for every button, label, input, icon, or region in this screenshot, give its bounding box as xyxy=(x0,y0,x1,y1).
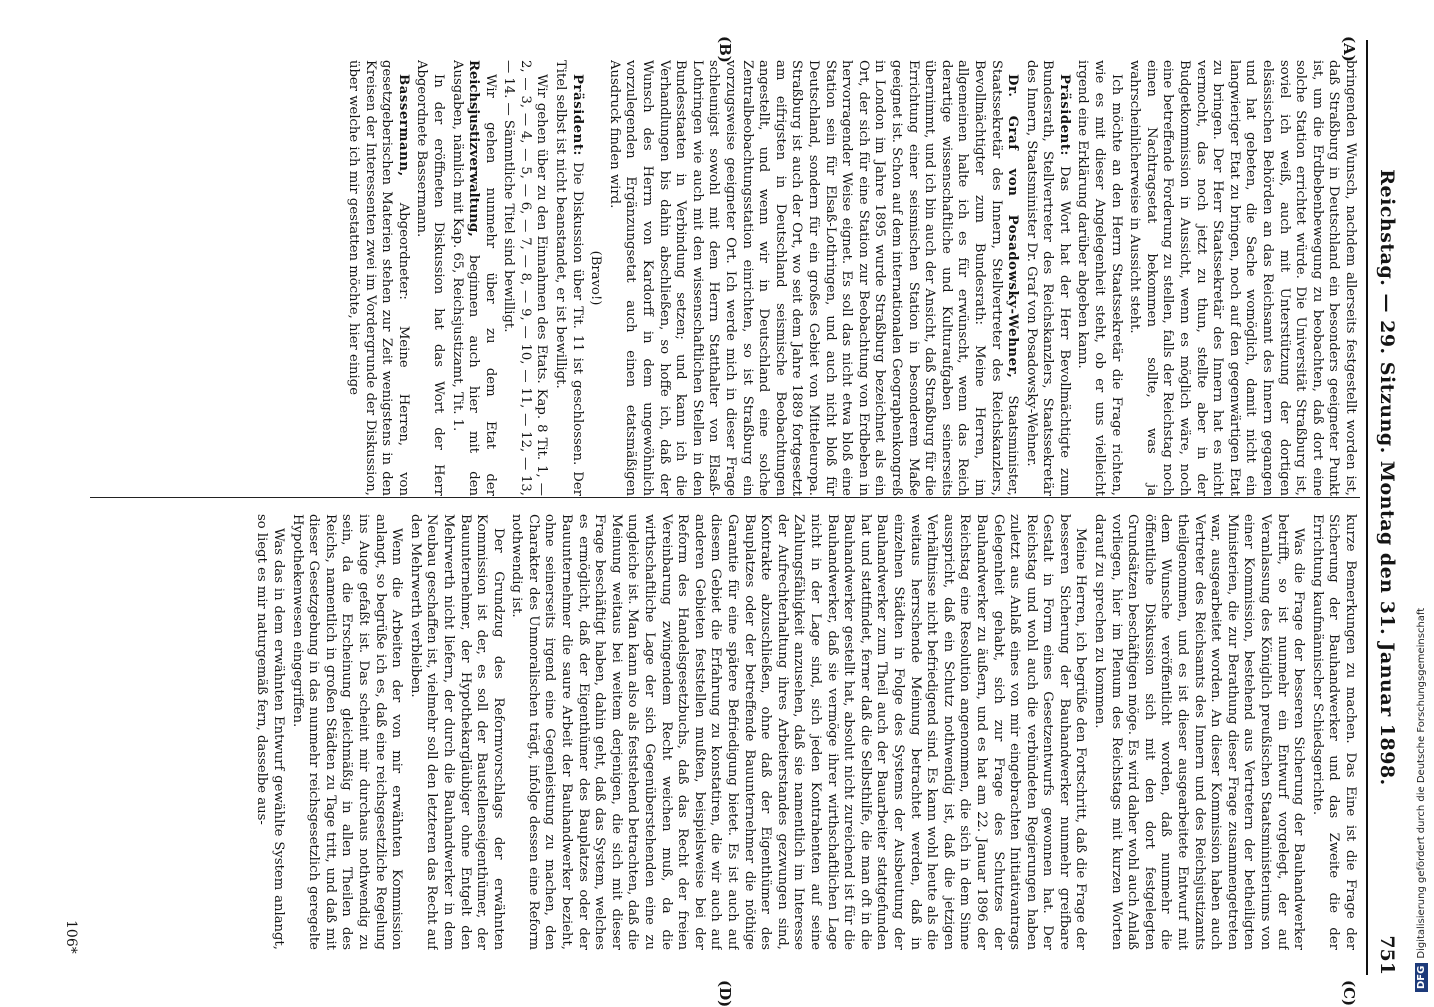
margin-marker-c: (C) xyxy=(1340,980,1358,1007)
speaker-name: Präsident: xyxy=(1056,74,1072,157)
footer-text: Digitalisierung gefördert durch die Deutsche Forschungsgemeinschaft xyxy=(1416,607,1427,959)
speech-text: Wir gehen nunmehr über zu dem Etat der xyxy=(482,74,498,496)
margin-marker-d: (D) xyxy=(716,980,734,1007)
speech-text: Die Diskussion über Tit. 11 ist geschlossen. Der Titel selbst ist nicht beanstandet, er ist bewilligt. xyxy=(553,60,585,496)
right-column xyxy=(98,514,1358,950)
margin-marker-b: (B) xyxy=(716,36,734,63)
paragraph: Der Grundzug des Reformvorschlags der erwähnten Kommission ist der, es soll der Baustellenseigenthümer, der Bauunternehmer, der Hypothekargläubiger ohne Entgelt den Mehrwerth nicht liefern, der durch die Bauhandwerker in dem Neubau geschaffen ist, vielmehr soll den letzteren das Recht auf den Mehrwerth verbleiben. xyxy=(407,514,506,950)
paragraph: kurze Bemerkungen zu machen. Das Eine ist die Frage der Sicherung der Bauhandwerker und das Zweite die der Errichtung kaufmännischer Schiedsgerichte. xyxy=(1309,514,1358,950)
page-title: Reichstag. — 29. Sitzung. Montag den 31. Januar 1898. xyxy=(1376,169,1398,786)
column-divider xyxy=(90,497,1360,498)
footer-credit xyxy=(1412,0,1432,1000)
speech-text: Staatsminister, Staatssekretär des Innern, Stellvertreter des Reichskanzlers, Bevollmächtigter zum Bundesrath: Meine Herren, im allgemeinen halte ich es für erwünscht, wenn das Reich derartige wissenschaftliche und Kulturaufgaben seinerseits übernimmt, und ich bin auch der Ansicht, daß Straßburg für die Errichtung einer seismischen Station in besonderem Maße geeignet ist. Schon auf dem internationalen Geographenkongreß in London im Jahre 1895 wurde Straßburg bezeichnet als ein Ort, der sich für eine Station zur Beobachtung von Erdbeben in hervorragender Weise eignet. Es soll das nicht etwa bloß eine Station sein für Elsaß-Lothringen, und auch nicht bloß für Deutschland, sondern für ein großes Gebiet von Mitteleuropa. Straßburg ist auch der Ort, wo seit dem Jahre 1889 fortgesetzt am eifrigsten in Deutschland seismische Beobachtungen angestellt, und wenn wir in Deutschland eine solche Zentralbeobachtungsstation einrichten, so ist Straßburg ein vorzugsweise geeigneter Ort. Ich werde mich in dieser Frage schleunigst sowohl mit dem Herrn Statthalter von Elsaß-Lothringen wie auch mit den wissenschaftlichen Stellen in den Bundesstaaten in Verbindung setzen; und kann ich die Verhandlungen bis dahin abschließen, so hoffe ich, daß der Wunsch des Herrn von Kardorff in dem ungewöhnlich vorzulegenden Ergänzungsetat auch einen etatsmäßigen Ausdruck finden wird. xyxy=(606,60,1021,496)
speaker-name: Präsident: xyxy=(569,74,585,157)
paragraph xyxy=(605,60,1020,496)
paragraph: bringenden Wunsch, nachdem allerseits festgestellt worden ist, daß Straßburg in Deutschland ein besonders geeigneter Punkt ist, um die Erdbebenbewegung zu beobachten, daß dort eine solche Station errichtet würde. Die Universität Straßburg ist, soviel ich weiß, auch mit Unterstützung der dortigen elsässischen Behörden an das Reichsamt des Innern gegangen und hat gebeten, die Sache womöglich, damit nicht ein langwieriger Etat zu bringen, noch auf den gegenwärtigen Etat zu bringen. Der Herr Staatssekretär des Innern hat es nicht vermocht, das noch jetzt zu thun, stellte aber in der Budgetkommission in Aussicht, wenn es möglich wäre, noch eine betreffende Forderung zu stellen, falls der Reichstag noch einen Nachtragsetat bekommen sollte, was ja wahrscheinlicherweise in Aussicht steht. xyxy=(1127,60,1358,496)
paragraph: Meine Herren, ich begrüße den Fortschritt, daß die Frage der besseren Sicherung der Bauhandwerker nunmehr greifbare Gestalt in Form eines Gesetzentwurfs gewonnen hat. Der Reichstag und wohl auch die verbündeten Regierungen haben zuletzt aus Anlaß eines von mir eingebrachten Initiativantrags Gelegenheit gehabt, sich zur Frage des Schutzes der Bauhandwerker zu äußern, und es hat am 22. Januar 1896 der Reichstag eine Resolution angenommen, die sich in dem Sinne ausspricht, daß ein Schutz nothwendig ist, daß die jetzigen Verhältnisse nicht befriedigend sind. Es kann wohl heute als die weitaus herrschende Meinung betrachtet werden, daß in einzelnen Städten in Folge des Systems der Ausbeutung der Bauhandwerker zum Theil auch der Bauarbeiter stattgefunden hat und stattfindet, ferner daß die Selbsthilfe, die man oft in die Bauhandwerker gestellt hat, absolut nicht zureichend ist für die Bauhandwerker, daß sie vermöge ihrer wirthschaftlichen Lage nicht in der Lage sind, sich jeden Kontrahenten auf seine Zahlungsfähigkeit anzusehen, daß sie namentlich im Interesse der Aufrechterhaltung ihres Arbeiterstandes gezwungen sind, Kontrakte abzuschließen, ohne daß der Eigenthümer des Bauplatzes oder der betreffende Bauunternehmer die nöthige Garantie für eine spätere Befriedigung bietet. Es ist auch auf diesem Gebiet die Erfahrung zu konstatiren, die wir auch auf anderen Gebieten feststellen mußten, beispielsweise bei der Reform des Handelsgesetzbuchs, daß das Recht der freien Vereinbarung zwingendem Recht weichen muß, da die wirthschaftliche Lage der sich Gegenüberstehenden eine zu ungleiche ist. Man kann also als feststehend betrachten, daß die Meinung weitaus bei weitem derjenigen, die sich mit dieser Frage beschäftigt haben, dahin geht, daß das System, welches es ermöglicht, daß der Eigenthümer des Bauplatzes oder der Bauunternehmer die saure Arbeit der Bauhandwerker bezieht, ohne seinerseits irgend eine Gegenleistung zu machen, den Charakter des Unmoralischen trägt, infolge dessen eine Reform nothwendig ist. xyxy=(509,514,1089,950)
header-rule xyxy=(1366,40,1368,975)
paragraph xyxy=(448,60,498,496)
paragraph xyxy=(552,60,585,496)
interjection: (Bravo!) xyxy=(588,250,604,306)
dfg-logo: DFG xyxy=(1415,963,1428,992)
left-column xyxy=(98,60,1358,496)
paragraph xyxy=(1022,60,1072,496)
paragraph: Was das in dem erwähnten Entwurf gewählte System anlangt, so liegt es mir naturgemäß fern, dasselbe aus- xyxy=(254,514,286,950)
page-header xyxy=(1370,40,1404,975)
margin-marker-a: (A) xyxy=(1340,36,1358,62)
page-number: 751 xyxy=(1376,935,1398,975)
speaker-name: Bassermann, xyxy=(395,74,411,177)
speech-text: beginnen auch hier mit den Ausgaben, nämlich mit Kap. 65, Reichsjustizamt, Tit. 1. xyxy=(449,60,482,496)
speech-text: Abgeordneter: Meine Herren, von gesetzgeberischen Materien stehen zur Zeit wenigstens in den Kreisen der Interessenten zwei im Vordergrunde der Diskussion, über welche ich mir gestatten möchte, hier einige xyxy=(345,60,411,496)
paragraph: In der eröffneten Diskussion hat das Wort der Herr Abgeordnete Bassermann. xyxy=(414,60,446,496)
paragraph: Wir gehen über zu den Einnahmen des Etats. Kap. 8 Tit. 1, — 2, — 3, — 4, — 5, — 6, — 7, — 8, — 9, — 10, — 11, — 12, — 13, — 14. — Sämmtliche Titel sind bewilligt. xyxy=(501,60,550,496)
paragraph: Was die Frage der besseren Sicherung der Bauhandwerker betrifft, so ist nunmehr ein Entwurf vorgelegt, der auf Veranlassung des Königlich preußischen Staatsministeriums von einer Kommission, bestehend aus Vertretern der betheiligten Ministerien, die zur Berathung dieser Frage zusammengetreten war, ausgearbeitet worden. An dieser Kommission haben auch Vertreter des Reichsamts des Innern und des Reichsjustizamts theilgenommen, und es ist dieser ausgearbeitete Entwurf mit dem Wunsche veröffentlicht worden, daß nunmehr die öffentliche Diskussion sich mit den dort festgelegten Grundsätzen beschäftigen möge. Es wird daher wohl auch Anlaß vorliegen, hier im Plenum des Reichstags mit kurzen Worten darauf zu sprechen zu kommen. xyxy=(1092,514,1307,950)
emphasized-term: Reichsjustizverwaltung, xyxy=(466,60,482,237)
paragraph: Wenn die Arbeiten der von mir erwähnten Kommission anlangt, so begrüße ich es, daß eine reichsgesetzliche Regelung ins Auge gefaßt ist. Das scheint mir durchaus nothwendig zu sein, da die Erscheinung gleichmäßig in allen Theilen des Reichs, namentlich in großen Städten zu Tage tritt, und daß mit dieser Gesetzgebung in das nunmehr reichsgesetzlich geregelte Hypothekenwesen eingegriffen. xyxy=(289,514,405,950)
signature-mark: 106* xyxy=(63,920,79,954)
speaker-name: Dr. Graf von Posadowsky-Wehner, xyxy=(1005,74,1021,379)
speech-text: Das Wort hat der Herr Bevollmächtigte zum Bundesrath, Stellvertreter des Reichskanzlers, Staatssekretär des Innern, Staatsminister Dr. Graf von Posadowsky-Wehner. xyxy=(1023,60,1072,496)
paragraph xyxy=(344,60,410,496)
paragraph: Ich möchte an den Herrn Staatssekretär die Frage richten, wie es mit dieser Angelegenheit steht, ob er uns vielleicht irgend eine Erklärung darüber abgeben kann. xyxy=(1075,60,1124,496)
